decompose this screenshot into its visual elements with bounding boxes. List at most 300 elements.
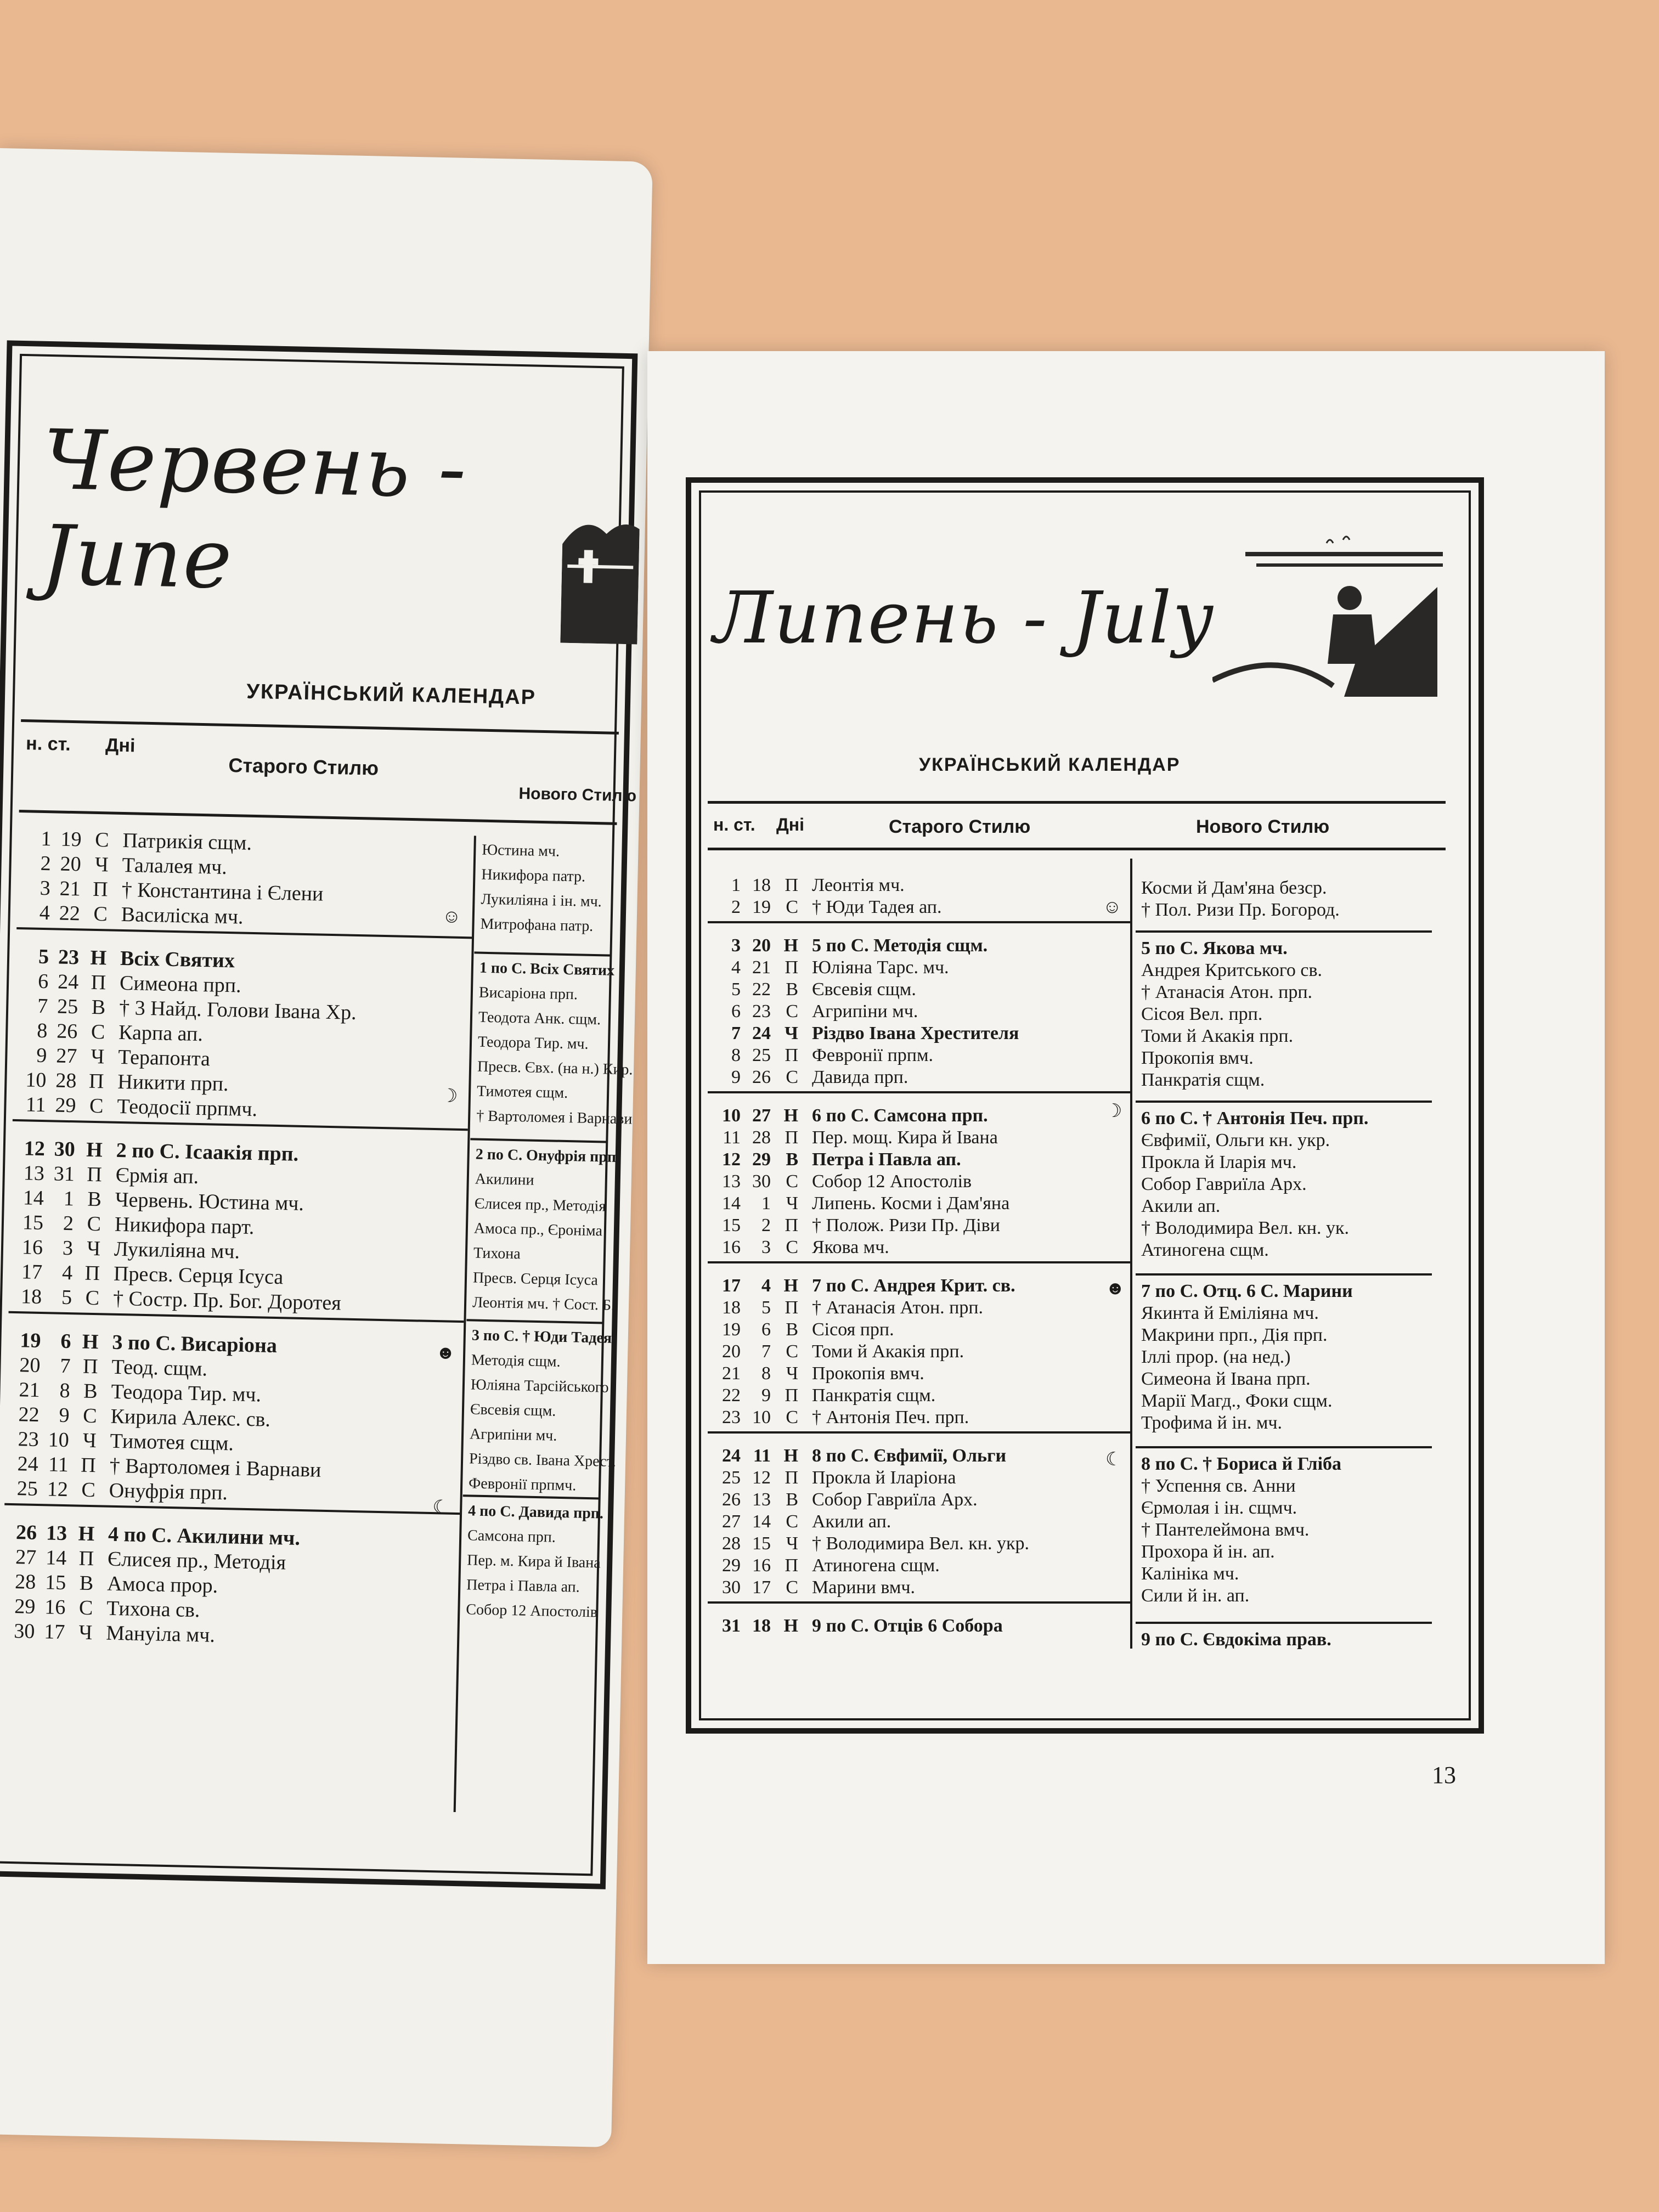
right-col-old: Старого Стилю (889, 816, 1031, 837)
day-old-style: 16 (752, 1555, 771, 1576)
new-style-entry: 3 по С. † Юди Тадея (471, 1327, 612, 1347)
weekday: В (87, 1187, 102, 1211)
left-illustration (560, 500, 640, 645)
calendar-row (708, 1511, 891, 1532)
feast-text: Марини вмч. (812, 1577, 915, 1598)
moon-last-quarter-icon: ☽ (1105, 1101, 1122, 1121)
feast-text: Давида прп. (812, 1067, 909, 1087)
day-new-style: 7 (37, 994, 48, 1018)
day-old-style: 12 (47, 1477, 69, 1502)
calendar-row (708, 1446, 1006, 1466)
day-new-style: 26 (722, 1489, 741, 1510)
calendar-row (708, 1023, 1019, 1044)
new-style-entry: 8 по С. † Бориса й Гліба (1141, 1454, 1342, 1474)
day-old-style: 4 (761, 1276, 771, 1296)
day-new-style: 5 (38, 945, 49, 969)
day-old-style: 26 (56, 1019, 78, 1043)
calendar-row (708, 1171, 972, 1192)
feast-text: Терапонта (117, 1045, 211, 1071)
day-new-style: 18 (20, 1285, 42, 1309)
weekday: Н (783, 935, 798, 956)
day-new-style: 3 (40, 876, 51, 900)
new-style-entry: 9 по С. Євдокіма прав. (1141, 1629, 1331, 1650)
new-style-entry: Пресв. Євх. (на н.) Кир. (477, 1058, 633, 1079)
feast-text: Амоса прор. (106, 1572, 218, 1598)
day-old-style: 30 (752, 1171, 771, 1192)
day-new-style: 30 (13, 1620, 35, 1643)
feast-text: Теодора Тир. мч. (111, 1380, 262, 1407)
day-new-style: 24 (17, 1452, 39, 1476)
new-style-entry: Юстина мч. (482, 841, 560, 860)
weekday: В (79, 1571, 94, 1595)
day-new-style: 9 (731, 1067, 741, 1087)
day-old-style: 17 (752, 1577, 771, 1598)
day-old-style: 26 (752, 1067, 771, 1087)
right-calendar-heading: УКРАЇНСЬКИЙ КАЛЕНДАР (919, 754, 1181, 775)
feast-text: Никифора парт. (114, 1212, 255, 1239)
weekday: Ч (94, 853, 109, 877)
weekday: П (80, 1453, 97, 1477)
weekday: С (786, 1171, 798, 1192)
weekday: В (83, 1379, 98, 1403)
new-style-entry: Єрмолая і ін. сщмч. (1141, 1498, 1297, 1518)
new-style-entry: Симеона й Івана прп. (1141, 1369, 1311, 1389)
moon-first-quarter-icon: ☾ (432, 1497, 450, 1518)
new-style-entry: Агрипіни мч. (469, 1425, 557, 1444)
day-new-style: 3 (731, 935, 741, 956)
right-col-ns: н. ст. (713, 815, 755, 834)
calendar-row (16, 944, 235, 973)
day-new-style: 15 (22, 1211, 44, 1235)
day-old-style: 3 (761, 1237, 771, 1257)
weekday: С (89, 1094, 104, 1118)
calendar-row (11, 1161, 199, 1189)
feast-text: Теод. сщм. (111, 1355, 208, 1381)
right-col-days: Дні (776, 815, 805, 834)
calendar-row (14, 1018, 203, 1046)
day-old-style: 7 (761, 1341, 771, 1362)
new-style-entry: Томи й Акакія прп. (1141, 1026, 1294, 1046)
calendar-row (18, 826, 252, 855)
day-new-style: 6 (37, 969, 49, 994)
day-old-style: 9 (761, 1385, 771, 1406)
weekday: П (785, 1468, 798, 1488)
new-style-entry: Калініка мч. (1141, 1564, 1239, 1584)
day-new-style: 1 (731, 875, 741, 895)
feast-text: Талалея мч. (122, 853, 228, 879)
right-new-group-rule (1136, 1622, 1432, 1624)
new-style-entry: Февронії прпмч. (468, 1475, 577, 1494)
day-old-style: 24 (752, 1023, 771, 1043)
right-col-new: Нового Стилю (1196, 816, 1330, 837)
weekday: С (786, 1407, 798, 1427)
day-old-style: 27 (752, 1105, 771, 1126)
feast-text: Тимотея сщм. (110, 1429, 234, 1455)
calendar-row (708, 1319, 894, 1340)
new-style-entry: Єлисея пр., Методія (474, 1195, 606, 1215)
day-old-style: 5 (761, 1297, 771, 1318)
feast-text: Євсевія сщм. (812, 979, 916, 1000)
new-style-entry: † Володимира Вел. кн. ук. (1141, 1218, 1349, 1238)
right-group-rule (708, 1431, 1130, 1434)
day-new-style: 4 (39, 901, 50, 925)
day-old-style: 11 (48, 1453, 69, 1477)
new-style-entry: Євсевія сщм. (470, 1401, 556, 1420)
day-old-style: 11 (753, 1446, 771, 1466)
calendar-row (708, 1127, 998, 1148)
weekday: Н (783, 1616, 798, 1636)
calendar-row (13, 1092, 257, 1121)
weekday: П (785, 1045, 798, 1065)
calendar-row (14, 1043, 210, 1071)
day-old-style: 25 (57, 995, 78, 1019)
right-new-group-rule (1136, 1446, 1432, 1448)
feast-text: Юліяна Тарс. мч. (812, 957, 949, 978)
left-calendar-heading: УКРАЇНСЬКИЙ КАЛЕНДАР (246, 680, 537, 709)
day-new-style: 30 (722, 1577, 741, 1598)
day-new-style: 16 (722, 1237, 741, 1257)
day-old-style: 13 (46, 1521, 67, 1545)
right-month-title: Липень - July (713, 576, 1214, 659)
left-col-days: Дні (105, 735, 136, 757)
right-group-rule (708, 921, 1130, 923)
weekday: С (81, 1478, 96, 1502)
feast-text: 8 по С. Євфимії, Ольги (812, 1446, 1007, 1466)
new-style-entry: Андрея Критського св. (1141, 960, 1323, 980)
new-style-entry: Собор 12 Апостолів (466, 1601, 598, 1621)
calendar-row (16, 900, 244, 929)
day-new-style: 8 (731, 1045, 741, 1065)
weekday: Ч (86, 1237, 101, 1261)
feast-text: † Состр. Пр. Бог. Доротея (112, 1286, 342, 1315)
moon-new-icon: ☻ (435, 1342, 456, 1363)
day-new-style: 31 (722, 1616, 741, 1636)
feast-text: 7 по С. Андрея Крит. св. (812, 1276, 1015, 1296)
day-old-style: 31 (53, 1162, 75, 1186)
feast-text: 5 по С. Методія сщм. (812, 935, 988, 956)
calendar-row (5, 1427, 234, 1456)
day-new-style: 16 (21, 1235, 43, 1260)
new-style-entry: 4 по С. Давида прп. (467, 1502, 604, 1522)
weekday: С (786, 1511, 798, 1532)
day-new-style: 26 (15, 1521, 37, 1544)
day-new-style: 2 (40, 851, 52, 876)
weekday: Н (783, 1446, 798, 1466)
weekday: В (91, 995, 106, 1019)
new-style-entry: Акилини (475, 1170, 534, 1189)
new-style-entry: Теодора Тир. мч. (477, 1033, 589, 1053)
right-group-rule (708, 1601, 1130, 1604)
new-style-entry: Макрини прп., Дія прп. (1141, 1325, 1328, 1345)
weekday: В (786, 979, 798, 1000)
weekday: Ч (78, 1621, 93, 1645)
right-header-rule-top (708, 801, 1446, 804)
day-old-style: 12 (752, 1468, 771, 1488)
weekday: Н (783, 1276, 798, 1296)
feast-text: † 3 Найд. Голови Івана Хр. (119, 996, 357, 1024)
day-old-style: 20 (60, 852, 82, 876)
day-old-style: 1 (761, 1193, 771, 1214)
moon-first-quarter-icon: ☾ (1105, 1449, 1122, 1470)
calendar-row (2, 1619, 215, 1647)
calendar-row (708, 1489, 978, 1510)
weekday: П (92, 877, 109, 901)
day-new-style: 24 (722, 1446, 741, 1466)
new-style-entry: 1 по С. Всіх Святих (479, 959, 615, 979)
calendar-row (708, 1577, 915, 1598)
day-old-style: 2 (761, 1215, 771, 1235)
right-new-group-rule (1136, 930, 1432, 933)
weekday: С (786, 897, 798, 917)
weekday: П (785, 1297, 798, 1318)
weekday: П (78, 1547, 94, 1571)
calendar-row (15, 969, 241, 998)
weekday: Н (90, 946, 107, 970)
new-style-entry: † Пантелеймона вмч. (1141, 1520, 1310, 1540)
day-new-style: 14 (722, 1193, 741, 1214)
right-page-number: 13 (1432, 1762, 1456, 1788)
day-old-style: 18 (752, 875, 771, 895)
right-illustration (1212, 532, 1443, 697)
day-new-style: 20 (19, 1353, 41, 1378)
feast-text: † Вартоломея і Варнави (109, 1454, 321, 1482)
new-style-entry: Методія сщм. (471, 1351, 561, 1370)
day-old-style: 21 (59, 877, 81, 901)
weekday: П (785, 1215, 798, 1235)
weekday: В (786, 1489, 798, 1510)
day-old-style: 23 (752, 1001, 771, 1022)
weekday: П (91, 970, 106, 995)
day-new-style: 10 (722, 1105, 741, 1126)
feast-text: † Атанасія Атон. прп. (812, 1297, 984, 1318)
day-new-style: 4 (731, 957, 741, 978)
new-style-entry: Різдво св. Івана Хрест. (469, 1450, 617, 1471)
right-page (647, 351, 1605, 1964)
day-old-style: 28 (55, 1069, 77, 1093)
new-style-entry: Тихона (473, 1244, 521, 1263)
new-style-entry: Пресв. Серця Ісуса (472, 1269, 599, 1289)
feast-text: Різдво Івана Хрестителя (812, 1023, 1019, 1043)
weekday: П (785, 957, 798, 978)
feast-text: Собор Гавриїла Арх. (812, 1489, 978, 1510)
day-old-style: 17 (43, 1620, 65, 1644)
day-old-style: 6 (60, 1329, 71, 1353)
calendar-row (7, 1353, 207, 1381)
new-style-entry: Самсона прп. (467, 1527, 556, 1546)
left-page (0, 148, 653, 2147)
right-group-rule (708, 1261, 1130, 1263)
day-new-style: 11 (723, 1127, 741, 1148)
day-old-style: 15 (44, 1571, 66, 1595)
weekday: С (94, 828, 110, 852)
day-old-style: 22 (59, 901, 81, 926)
feast-text: Петра і Павла ап. (812, 1149, 961, 1170)
calendar-row (10, 1210, 255, 1239)
weekday: Ч (786, 1533, 798, 1554)
feast-text: Никити прп. (117, 1070, 229, 1096)
calendar-row (708, 897, 941, 918)
day-new-style: 8 (36, 1019, 48, 1043)
day-new-style: 29 (722, 1555, 741, 1576)
new-style-entry: Якинта й Еміліяна мч. (1141, 1303, 1319, 1323)
day-new-style: 5 (731, 979, 741, 1000)
feast-text: Томи й Акакія прп. (812, 1341, 964, 1362)
day-old-style: 9 (59, 1403, 70, 1427)
feast-text: Василіска мч. (121, 902, 244, 929)
calendar-row (708, 1341, 964, 1362)
left-col-new: Нового Стилю (518, 785, 637, 805)
new-style-entry: Акили ап. (1141, 1196, 1221, 1216)
day-old-style: 14 (752, 1511, 771, 1532)
day-old-style: 1 (63, 1187, 75, 1211)
moon-new-icon: ☻ (1105, 1278, 1125, 1299)
new-style-entry: Висаріона прп. (478, 984, 578, 1003)
day-old-style: 20 (752, 935, 771, 956)
right-header-rule-bottom (708, 848, 1446, 850)
weekday: П (86, 1163, 103, 1187)
calendar-row (708, 1067, 908, 1088)
feast-text: Агрипіни мч. (812, 1001, 918, 1022)
day-new-style: 28 (14, 1570, 36, 1594)
day-old-style: 19 (752, 897, 771, 917)
feast-text: Лукиліяна мч. (114, 1237, 240, 1263)
calendar-row (4, 1476, 228, 1505)
day-old-style: 10 (48, 1428, 70, 1452)
new-style-entry: Панкратія сщм. (1141, 1070, 1265, 1090)
feast-text: † Константина і Єлени (121, 878, 324, 906)
weekday: В (786, 1319, 798, 1340)
day-new-style: 28 (722, 1533, 741, 1554)
weekday: Н (82, 1330, 99, 1354)
calendar-row (708, 1105, 988, 1126)
left-col-old: Старого Стилю (228, 753, 379, 780)
weekday: С (786, 1067, 798, 1087)
right-new-group-rule (1136, 1101, 1432, 1103)
left-col-ns: н. ст. (25, 733, 71, 755)
new-style-entry: Прокопія вмч. (1141, 1048, 1254, 1068)
calendar-row (18, 851, 227, 879)
day-new-style: 13 (722, 1171, 741, 1192)
day-old-style: 4 (61, 1261, 73, 1285)
day-new-style: 21 (19, 1378, 41, 1402)
feast-text: Пер. мощ. Кира й Івана (812, 1127, 998, 1148)
feast-text: Прокла й Іларіона (812, 1468, 956, 1488)
weekday: С (78, 1596, 93, 1620)
day-old-style: 19 (60, 827, 82, 851)
feast-text: Карпа ап. (118, 1020, 204, 1046)
day-old-style: 28 (752, 1127, 771, 1148)
weekday: П (785, 1555, 798, 1576)
new-style-entry: Петра і Павла ап. (466, 1576, 580, 1596)
new-style-entry: Собор Гавриїла Арх. (1141, 1174, 1307, 1194)
feast-text: 6 по С. Самсона прп. (812, 1105, 988, 1126)
day-new-style: 29 (14, 1595, 36, 1618)
weekday: С (93, 902, 108, 926)
feast-text: Кирила Алекс. св. (110, 1404, 271, 1431)
calendar-row (708, 1533, 1029, 1554)
feast-text: Єлисея пр., Методія (107, 1547, 286, 1575)
day-old-style: 25 (752, 1045, 771, 1065)
day-old-style: 7 (60, 1354, 71, 1378)
weekday: С (82, 1404, 98, 1428)
weekday: С (91, 1020, 105, 1044)
day-new-style: 21 (722, 1363, 741, 1384)
day-old-style: 22 (752, 979, 771, 1000)
day-new-style: 11 (25, 1093, 46, 1117)
new-style-entry: Сісоя Вел. прп. (1141, 1004, 1263, 1024)
weekday: Ч (91, 1045, 105, 1069)
new-style-entry: † Успення св. Анни (1141, 1476, 1296, 1496)
day-new-style: 25 (16, 1477, 38, 1500)
weekday: П (785, 1127, 798, 1148)
feast-text: Февронії прпм. (812, 1045, 933, 1065)
feast-text: Червень. Юстина мч. (115, 1188, 304, 1216)
weekday: С (786, 1001, 798, 1022)
feast-text: † Володимира Вел. кн. укр. (812, 1533, 1029, 1554)
day-old-style: 6 (761, 1319, 771, 1340)
calendar-row (13, 1068, 229, 1096)
weekday: Ч (786, 1193, 798, 1214)
calendar-row (708, 979, 916, 1000)
calendar-row (10, 1235, 240, 1264)
day-new-style: 23 (722, 1407, 741, 1427)
calendar-row (708, 1385, 935, 1406)
right-new-group-rule (1136, 1273, 1432, 1276)
feast-text: † Юди Тадея ап. (812, 897, 942, 917)
day-old-style: 5 (61, 1285, 72, 1310)
day-old-style: 3 (62, 1236, 74, 1260)
day-new-style: 12 (722, 1149, 741, 1170)
weekday: С (786, 1341, 798, 1362)
calendar-row (708, 1468, 956, 1488)
right-group-rule (708, 1091, 1130, 1093)
calendar-row (708, 1237, 889, 1258)
weekday: С (786, 1237, 798, 1257)
new-style-entry: Атиногена сщм. (1141, 1240, 1269, 1260)
new-style-entry: † Вартоломея і Варнави (476, 1107, 633, 1128)
calendar-row (708, 875, 905, 896)
day-old-style: 30 (54, 1137, 76, 1161)
day-new-style: 17 (722, 1276, 741, 1296)
day-new-style: 19 (722, 1319, 741, 1340)
weekday: П (785, 1385, 798, 1406)
day-new-style: 23 (18, 1427, 40, 1451)
weekday: П (82, 1355, 98, 1379)
day-old-style: 15 (752, 1533, 771, 1554)
new-style-entry: 5 по С. Якова мч. (1141, 938, 1288, 958)
calendar-row (708, 1045, 933, 1066)
weekday: Н (78, 1522, 95, 1546)
calendar-row (708, 1193, 1009, 1214)
weekday: Н (86, 1138, 103, 1162)
weekday: С (786, 1577, 798, 1598)
feast-text: Патрикія сщм. (122, 828, 252, 855)
feast-text: Онуфрія прп. (109, 1479, 228, 1505)
day-new-style: 15 (722, 1215, 741, 1235)
calendar-row (708, 1616, 1003, 1637)
feast-text: Всіх Святих (120, 946, 235, 973)
new-style-entry: 7 по С. Отц. 6 С. Марини (1141, 1281, 1353, 1301)
new-style-entry: Косми й Дам'яна безср. (1141, 878, 1327, 898)
weekday: П (785, 875, 798, 895)
weekday: Ч (785, 1023, 798, 1043)
feast-text: Прокопія вмч. (812, 1363, 924, 1384)
day-new-style: 10 (25, 1068, 47, 1092)
feast-text: 2 по С. Ісаакія прп. (116, 1138, 299, 1166)
day-new-style: 20 (722, 1341, 741, 1362)
day-new-style: 12 (24, 1137, 46, 1161)
day-new-style: 25 (722, 1468, 741, 1488)
